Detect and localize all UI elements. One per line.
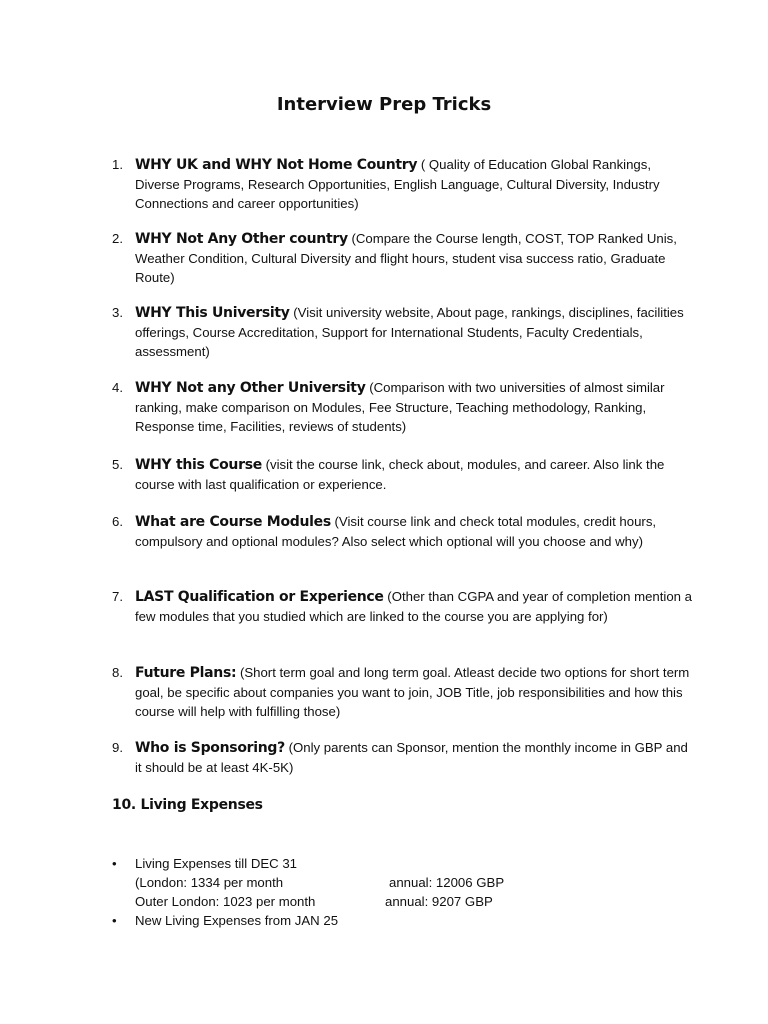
item-number: 2. [112, 231, 123, 246]
item-number: 3. [112, 305, 123, 320]
list-item-1 [112, 155, 692, 213]
living-expenses-list [112, 854, 672, 930]
item-text: (visit the course link, check about, modules, and career. Also link the course with last qualification or experience. [135, 457, 665, 492]
bullet-item-2 [112, 911, 672, 930]
item-text: (Compare the Course length, COST, TOP Ranked Unis, Weather Condition, Cultural Diversity and flight hours, student visa success ratio, Graduate Route) [135, 231, 677, 285]
bullet-text: Living Expenses till DEC 31 [135, 856, 297, 871]
item-number: 1. [112, 157, 123, 172]
item-heading: WHY this Course [135, 457, 262, 473]
london-monthly: (London: 1334 per month [135, 875, 284, 890]
outer-london-annual: annual: 9207 GBP [385, 894, 493, 909]
item-heading: LAST Qualification or Experience [135, 589, 384, 605]
bullet-item-1 [112, 854, 672, 873]
bullet-text: New Living Expenses from JAN 25 [135, 913, 339, 928]
list-item-8 [112, 663, 692, 721]
item-heading: Who is Sponsoring? [135, 740, 285, 756]
item-text: (Visit course link and check total modules, credit hours, compulsory and optional modules? Also select which optional will you choose and why) [135, 514, 657, 549]
bullet-continuation [112, 892, 672, 911]
item-heading: WHY UK and WHY Not Home Country [135, 157, 418, 173]
outer-london-monthly: Outer London: 1023 per month [135, 894, 316, 909]
london-annual: annual: 12006 GBP [389, 875, 505, 890]
item-text: (Comparison with two universities of almost similar ranking, make comparison on Modules, Fee Structure, Teaching methodology, Ranking, Response time, Facilities, reviews of students) [135, 380, 665, 434]
item-heading: Future Plans: [135, 665, 237, 681]
document-title: Interview Prep Tricks [276, 94, 492, 115]
list-item-5 [112, 455, 692, 494]
item-heading: WHY This University [135, 305, 290, 321]
item-number: 4. [112, 380, 123, 395]
item-number: 9. [112, 740, 123, 755]
list-item-7 [112, 587, 692, 626]
item-text: ( Quality of Education Global Rankings, Diverse Programs, Research Opportunities, English Language, Cultural Diversity, Industry Connections and career opportunities) [135, 157, 660, 211]
living-expenses-heading: 10. Living Expenses [112, 797, 263, 813]
item-number: 8. [112, 665, 123, 680]
item-heading: WHY Not any Other University [135, 380, 366, 396]
list-item-6 [112, 512, 692, 551]
item-number: 7. [112, 589, 123, 604]
item-text: (Only parents can Sponsor, mention the monthly income in GBP and it should be at least 4K-5K) [135, 740, 688, 775]
bullet-icon: • [112, 913, 117, 928]
list-item-9 [112, 738, 692, 777]
item-heading: WHY Not Any Other country [135, 231, 348, 247]
bullet-icon: • [112, 856, 117, 871]
bullet-continuation [112, 873, 672, 892]
list-item-3 [112, 303, 692, 361]
item-heading: What are Course Modules [135, 514, 331, 530]
item-text: (Short term goal and long term goal. Atleast decide two options for short term goal, be specific about companies you want to join, JOB Title, job responsibilities and how this course will help with fulfilling those) [135, 665, 690, 719]
list-item-2 [112, 229, 692, 287]
item-number: 5. [112, 457, 123, 472]
list-item-4 [112, 378, 692, 436]
item-text: (Other than CGPA and year of completion mention a few modules that you studied which are linked to the course you are applying for) [135, 589, 692, 624]
item-text: (Visit university website, About page, rankings, disciplines, facilities offerings, Course Accreditation, Support for International Students, Faculty Credentials, assessment) [135, 305, 684, 359]
item-number: 6. [112, 514, 123, 529]
